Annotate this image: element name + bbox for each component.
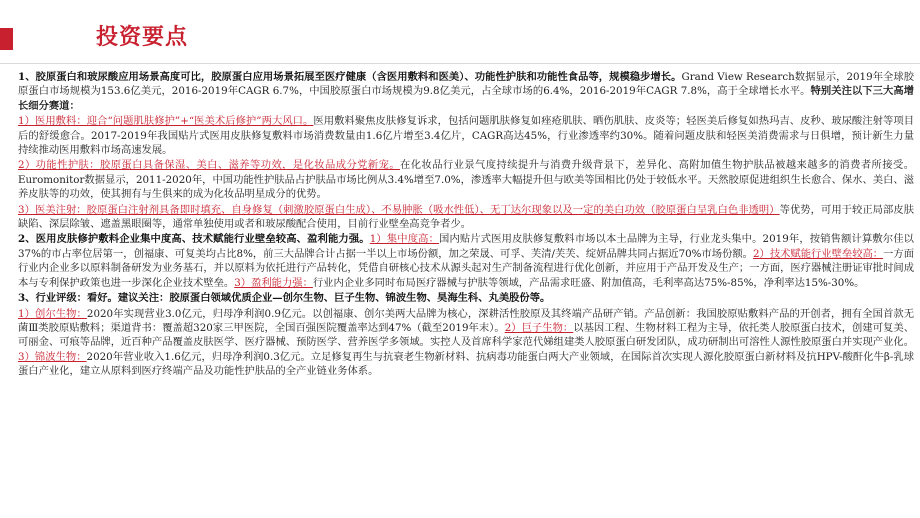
investment-highlights-body [18, 70, 914, 380]
section-1-item-2 [18, 158, 914, 201]
aesthetic-injection-body: 等优势，可用于较正局部皮肤缺陷、深层除皱、遮盖黑眼圈等，通常单独使用或者和玻尿酸配合使用，目前行业壁垒高竞争者少。 [18, 203, 915, 231]
section-2 [18, 232, 914, 290]
section-1-heading: 1、胶原蛋白和玻尿酸应用场景高度可比，胶原蛋白应用场景拓展至医疗健康（含医用敷料和医美）、功能性护肤和功能性食品等，规模稳步增长。 [18, 71, 682, 83]
company-1-label: 1）创尔生物： [18, 307, 87, 320]
concentration-body: 国内贴片式医用皮肤修复敷料市场以本土品牌为主导，行业龙头集中。2019年，按销售额计算敷尔佳以37%的市占率位居第一，创福康、可复美均占比8%，前三大品牌合计占据一半以上市场份额，加之荣晟、可孚、芙清/芙芙、绽妍品牌共同占据近70%市场份额。 [18, 233, 914, 260]
section-1-item-3 [18, 203, 914, 232]
header-divider [0, 63, 920, 64]
section-1 [18, 70, 914, 113]
profitability-body: 行业内企业多同时布局医疗器械与护肤等领域，产品需求旺盛、附加值高，毛利率高达75%-85%，净利率达15%-30%。 [312, 276, 865, 289]
company-1-body: 2020年实现营业3.0亿元，归母净利润0.9亿元。以创福康、创尔美两大品牌为核心，深耕活性胶原及其终端产品研产销。产品创新：我国胶原贴敷料产品的开创者，拥有全国首款无菌Ⅲ类胶原贴敷料；渠道背书：覆盖超320家三甲医院，全国百强医院覆盖率达到47%（截至2019年末）。 [18, 307, 914, 334]
medical-dressing-body: 医用敷料聚焦皮肤修复诉求，包括问题肌肤修复如痤疮肌肤、晒伤肌肤、皮炎等；轻医美后修复如热玛吉、皮秒、玻尿酸注射等项目后的舒缓愈合。2017-2019年我国贴片式医用皮肤修复敷料市场消费数量由1.6亿片增至3.4亿片，CAGR高达45%，行业渗透率约30%。随着问题皮肤和轻医美消费需求与日俱增，预计新生力量持续推动医用敷料市场高速发展。 [18, 115, 915, 157]
functional-skincare-body: 在化妆品行业景气度持续提升与消费升级背景下，差异化、高附加值生物护肤品被越来越多的消费者所接受。Euromonitor数据显示，2011-2020年，中国功能性护肤品占护肤品市场比例从3.4%增至7.0%，渗透率大幅提升但与欧美等国相比仍处于较低水平。天然胶原促进组织生长愈合、保水、美白、滋养皮肤等的功效，使其拥有与生俱来的成为化妆品明星成分的优势。 [18, 159, 914, 201]
company-2-body: 以基因工程、生物材料工程为主导，依托类人胶原蛋白技术，创建可复美、可丽金、可痕等品牌，近百种产品覆盖皮肤医学、医疗器械、预防医学、营养医学多领域。实控人及首席科学家范代娣组建类人胶原蛋白研发团队，成功研制出可溶性人源性胶原蛋白并实现产业化。 [18, 321, 914, 349]
accent-bar [0, 28, 13, 50]
page-header [0, 0, 920, 66]
section-1-body: Grand View Research数据显示，2019年全球胶原蛋白市场规模为153.6亿美元，2016-2019年CAGR 6.7%，中国胶原蛋白市场规模为9.8亿美元，占全球市场的6.4%，2016-2019年CAGR 7.8%，高于全球增长水平。 [18, 71, 914, 98]
medical-dressing-label: 1）医用敷料：迎合“问题肌肤修护”+“医美术后修护”两大风口。 [18, 115, 314, 128]
aesthetic-injection-label: 3）医美注射：胶原蛋白注射剂具备即时填充、自身修复（刺激胶原蛋白生成）、不易肿胀（吸水性低）、无丁达尔现象以及一定的美白功效（胶原蛋白呈乳白色非透明） [18, 203, 780, 216]
concentration-label: 1）集中度高： [369, 233, 440, 246]
company-3-label: 3）锦波生物： [18, 350, 87, 363]
section-1-focus: 特别关注以下三大高增长细分赛道： [18, 85, 914, 112]
section-3-heading: 3、行业评级：看好。建议关注：胶原蛋白领域优质企业—创尔生物、巨子生物、锦波生物、昊海生科、丸美股份等。 [18, 292, 551, 305]
tech-barrier-label: 2）技术赋能行业壁垒较高： [752, 247, 884, 260]
functional-skincare-label: 2）功能性护肤：胶原蛋白具备保湿、美白、滋养等功效，是化妆品成分党新宠。 [18, 159, 401, 172]
tech-barrier-body: 一方面行业内企业多以原料制备研发为业务基石，并以原料为依托进行产品转化，凭借自研核心技术从源头起对生产制备流程进行优化创新，并应用于产品开发及生产；一方面，医疗器械注册证审批时间成本与专利保护政策也进一步深化企业技术壁垒。 [18, 247, 915, 289]
section-2-heading: 2、医用皮肤修护敷料企业集中度高、技术赋能行业壁垒较高、盈利能力强。 [18, 233, 370, 246]
section-3 [18, 291, 914, 305]
section-3-companies [18, 307, 914, 379]
page-title: 投资要点 [96, 25, 189, 50]
profitability-label: 3）盈利能力强： [234, 276, 313, 289]
company-3-body: 2020年营业收入1.6亿元，归母净利润0.3亿元。立足修复再生与抗衰老生物新材料、抗病毒功能蛋白两大产业领域，在国际首次实现人源化胶原蛋白新材料及抗HPV-酸酐化牛β-乳球蛋白产业化，建立从原料到医疗终端产品及功能性护肤品的全产业链业务体系。 [18, 350, 914, 378]
section-1-item-1 [18, 114, 914, 157]
company-2-label: 2）巨子生物： [504, 321, 574, 334]
